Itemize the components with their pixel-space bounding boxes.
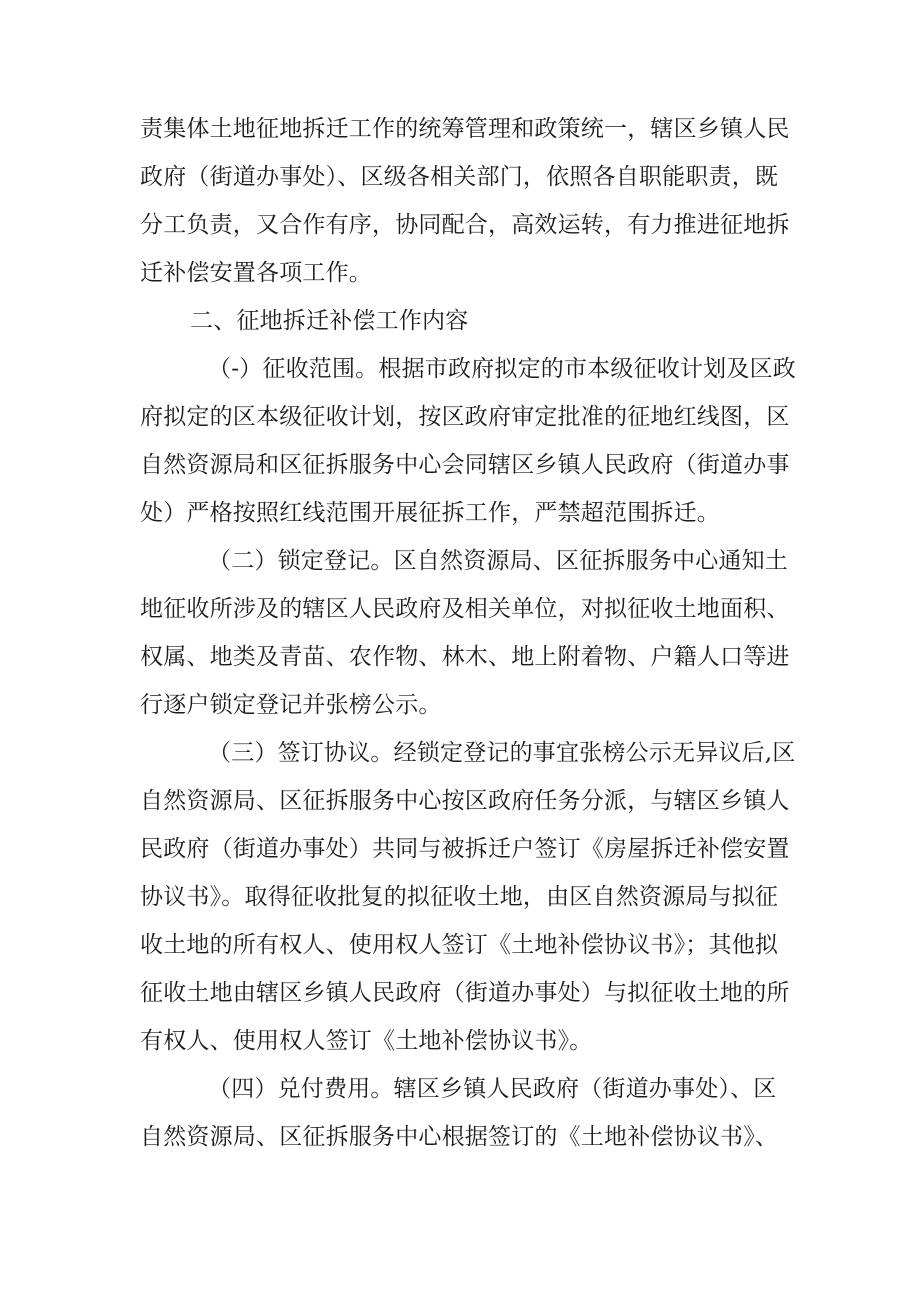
text-line-16: 民政府（街道办事处）共同与被拆迁户签订《房屋拆迁补偿安置: [140, 836, 790, 862]
text-line-15: 自然资源局、区征拆服务中心按区政府任务分派，与辖区乡镇人: [140, 788, 790, 814]
text-line-17: 协议书》。取得征收批复的拟征收土地，由区自然资源局与拟征: [140, 884, 779, 910]
section-heading: 二、征地拆迁补偿工作内容: [190, 308, 469, 334]
text-line-2: 政府（街道办事处）、区级各相关部门，依照各自职能职责，既: [140, 164, 779, 190]
text-line-11: 地征收所涉及的辖区人民政府及相关单位，对拟征收土地面积、: [140, 596, 790, 622]
text-line-14: （三）签订协议。经锁定登记的事宜张榜公示无异议后,区: [208, 740, 796, 766]
text-line-8: 自然资源局和区征拆服务中心会同辖区乡镇人民政府（街道办事: [140, 452, 790, 478]
text-line-19: 征收土地由辖区乡镇人民政府（街道办事处）与拟征收土地的所: [140, 980, 790, 1006]
text-line-21: （四）兑付费用。辖区乡镇人民政府（街道办事处）、区: [208, 1076, 777, 1102]
text-line-6: （-）征收范围。根据市政府拟定的市本级征收计划及区政: [208, 356, 796, 382]
text-line-20: 有权人、使用权人签订《土地补偿协议书》。: [140, 1028, 593, 1054]
text-line-10: （二）锁定登记。区自然资源局、区征拆服务中心通知土: [208, 548, 788, 574]
text-line-7: 府拟定的区本级征收计划，按区政府审定批准的征地红线图，区: [140, 404, 790, 430]
text-line-1: 责集体土地征地拆迁工作的统筹管理和政策统一，辖区乡镇人民: [140, 116, 790, 142]
text-line-12: 权属、地类及青苗、农作物、林木、地上附着物、户籍人口等进: [140, 644, 790, 670]
text-line-9: 处）严格按照红线范围开展征拆工作，严禁超范围拆迁。: [140, 500, 720, 526]
text-line-13: 行逐户锁定登记并张榜公示。: [140, 692, 442, 718]
text-line-18: 收土地的所有权人、使用权人签订《土地补偿协议书》；其他拟: [140, 932, 779, 958]
text-line-3: 分工负责，又合作有序，协同配合，高效运转，有力推进征地拆: [140, 212, 790, 238]
text-line-22: 自然资源局、区征拆服务中心根据签订的《土地补偿协议书》、: [140, 1124, 779, 1150]
text-line-4: 迁补偿安置各项工作。: [140, 260, 372, 286]
